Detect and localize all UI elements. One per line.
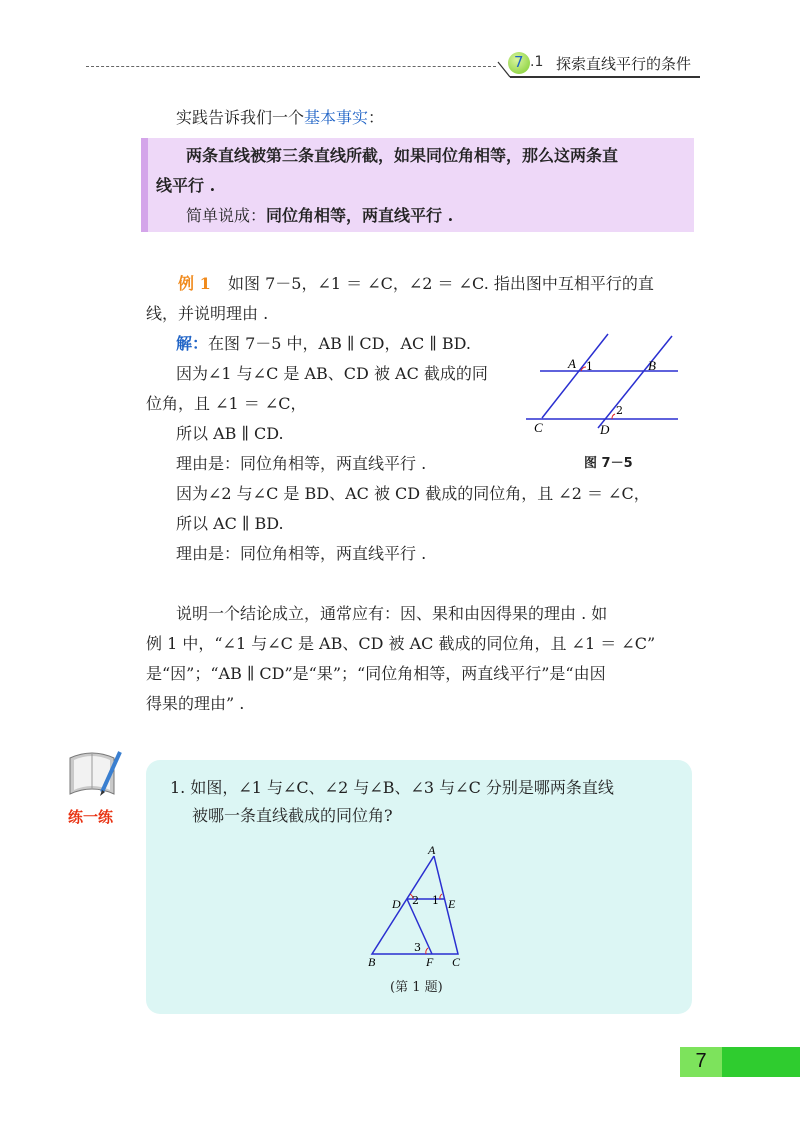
label-b: B xyxy=(648,358,656,373)
label-d: D xyxy=(600,422,610,437)
line-bd xyxy=(598,336,672,428)
intro-line xyxy=(176,108,384,128)
fact-line-1: 两条直线被第三条直线所截，如果同位角相等，那么这两条直 xyxy=(186,146,619,165)
example-statement-2: 线，并说明理由 . xyxy=(146,304,269,323)
solution-line-7: 所以 AC ∥ BD. xyxy=(176,514,284,533)
label-1: 1 xyxy=(586,360,593,373)
fact-short-statement: 同位角相等，两直线平行 . xyxy=(266,206,454,225)
intro-suffix: ： xyxy=(368,108,385,127)
figure-7-5-caption: 图 7－5 xyxy=(584,456,633,471)
exercise-figure xyxy=(362,842,472,972)
section-number: .1 xyxy=(530,54,544,70)
label-a: A xyxy=(428,843,436,857)
label-2: 2 xyxy=(412,894,419,907)
solution-line-5: 理由是：同位角相等，两直线平行 . xyxy=(176,454,427,473)
line-ac xyxy=(542,334,608,418)
solution-line-1 xyxy=(176,334,471,354)
solution-line-2: 因为∠1 与∠C 是 AB、CD 被 AC 截成的同 xyxy=(176,364,488,383)
fact-short-prefix: 简单说成： xyxy=(186,206,267,225)
label-c: C xyxy=(534,420,543,435)
label-2: 2 xyxy=(616,404,623,417)
chapter-number: 7 xyxy=(514,53,524,71)
page-number-strip xyxy=(722,1047,800,1077)
intro-highlight: 基本事实 xyxy=(304,108,369,127)
explanation-line-3: 是“因”；“AB ∥ CD”是“果”；“同位角相等，两直线平行”是“由因 xyxy=(146,664,606,683)
section-title: 探索直线平行的条件 xyxy=(556,55,692,73)
explanation-line-1: 说明一个结论成立，通常应有：因、果和由因得果的理由 . 如 xyxy=(176,604,608,623)
example-label: 例 1 xyxy=(178,274,211,293)
label-b: B xyxy=(368,955,376,969)
figure-7-5 xyxy=(520,326,690,442)
angle-3-mark xyxy=(426,948,428,954)
explanation-line-2: 例 1 中，“∠1 与∠C 是 AB、CD 被 AC 截成的同位角，且 ∠1 ＝ ∠C” xyxy=(146,634,656,653)
exercise-figure-caption: (第 1 题) xyxy=(390,980,443,995)
fact-line-3 xyxy=(186,206,453,226)
explanation-line-4: 得果的理由” . xyxy=(146,694,245,713)
exercise-question-2: 被哪一条直线截成的同位角? xyxy=(192,806,393,825)
label-3: 3 xyxy=(414,941,421,954)
fact-line-2: 线平行 . xyxy=(156,176,216,195)
notebook-pencil-icon xyxy=(62,744,132,802)
label-e: E xyxy=(448,897,456,911)
label-f: F xyxy=(426,955,434,969)
page-number: 7 xyxy=(695,1050,707,1072)
solution-label: 解： xyxy=(176,334,209,353)
label-c: C xyxy=(452,955,461,969)
solution-text-1: 在图 7－5 中，AB ∥ CD，AC ∥ BD. xyxy=(208,334,471,353)
solution-line-8: 理由是：同位角相等，两直线平行 . xyxy=(176,544,427,563)
exercise-question-1: 1. 如图，∠1 与∠C、∠2 与∠B、∠3 与∠C 分别是哪两条直线 xyxy=(170,778,614,797)
label-1: 1 xyxy=(432,894,439,907)
solution-line-6: 因为∠2 与∠C 是 BD、AC 被 CD 截成的同位角，且 ∠2 ＝ ∠C， xyxy=(176,484,650,503)
header-bar xyxy=(510,76,700,78)
solution-line-4: 所以 AB ∥ CD. xyxy=(176,424,284,443)
label-a: A xyxy=(568,356,576,371)
example-statement-1: 如图 7－5，∠1 ＝ ∠C，∠2 ＝ ∠C. 指出图中互相平行的直 xyxy=(228,274,654,293)
header-rule xyxy=(86,66,496,67)
solution-line-3: 位角，且 ∠1 ＝ ∠C， xyxy=(146,394,307,413)
label-d: D xyxy=(392,897,401,911)
fact-box-accent xyxy=(141,138,148,232)
intro-prefix: 实践告诉我们一个 xyxy=(176,108,305,127)
exercise-badge-label: 练一练 xyxy=(68,808,114,826)
